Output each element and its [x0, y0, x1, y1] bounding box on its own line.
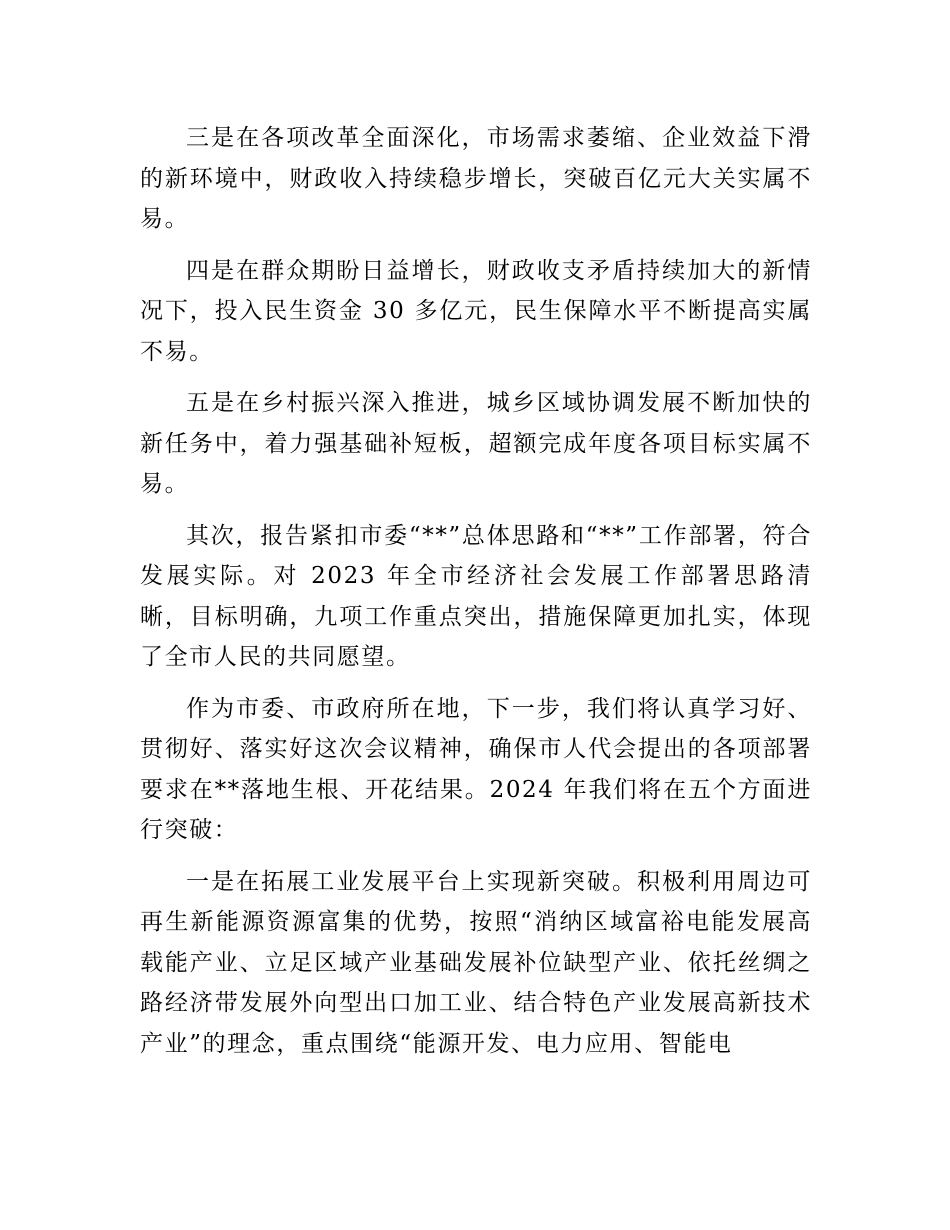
paragraph-report-alignment: 其次，报告紧扣市委“**”总体思路和“**”工作部署，符合发展实际。对 2023 年全市经济社会发展工作部署思路清晰，目标明确，九项工作重点突出，措施保障更加扎实，体现了全市人民的共同愿望。	[140, 522, 812, 670]
paragraph-livelihood-funding: 四是在群众期盼日益增长，财政收支矛盾持续加大的新情况下，投入民生资金 30 多亿元，民生保障水平不断提高实属不易。	[140, 257, 812, 365]
paragraph-industrial-platform: 一是在拓展工业发展平台上实现新突破。积极利用周边可再生新能源资源富集的优势，按照“消纳区域富裕电能发展高载能产业、立足区域产业基础发展补位缺型产业、依托丝绸之路经济带发展外向型出口加工业、结合特色产业发展高新技术产业”的理念，重点围绕“能源开发、电力应用、智能电	[140, 868, 812, 1057]
paragraph-reform-revenue: 三是在各项改革全面深化，市场需求萎缩、企业效益下滑的新环境中，财政收入持续稳步增长，突破百亿元大关实属不易。	[140, 125, 812, 232]
paragraph-next-steps: 作为市委、市政府所在地，下一步，我们将认真学习好、贯彻好、落实好这次会议精神，确保市人代会提出的各项部署要求在**落地生根、开花结果。2024 年我们将在五个方面进行突破：	[140, 695, 812, 843]
paragraph-rural-revitalization: 五是在乡村振兴深入推进，城乡区域协调发展不断加快的新任务中，着力强基础补短板，超额完成年度各项目标实属不易。	[140, 390, 812, 497]
document-body	[140, 118, 812, 1075]
